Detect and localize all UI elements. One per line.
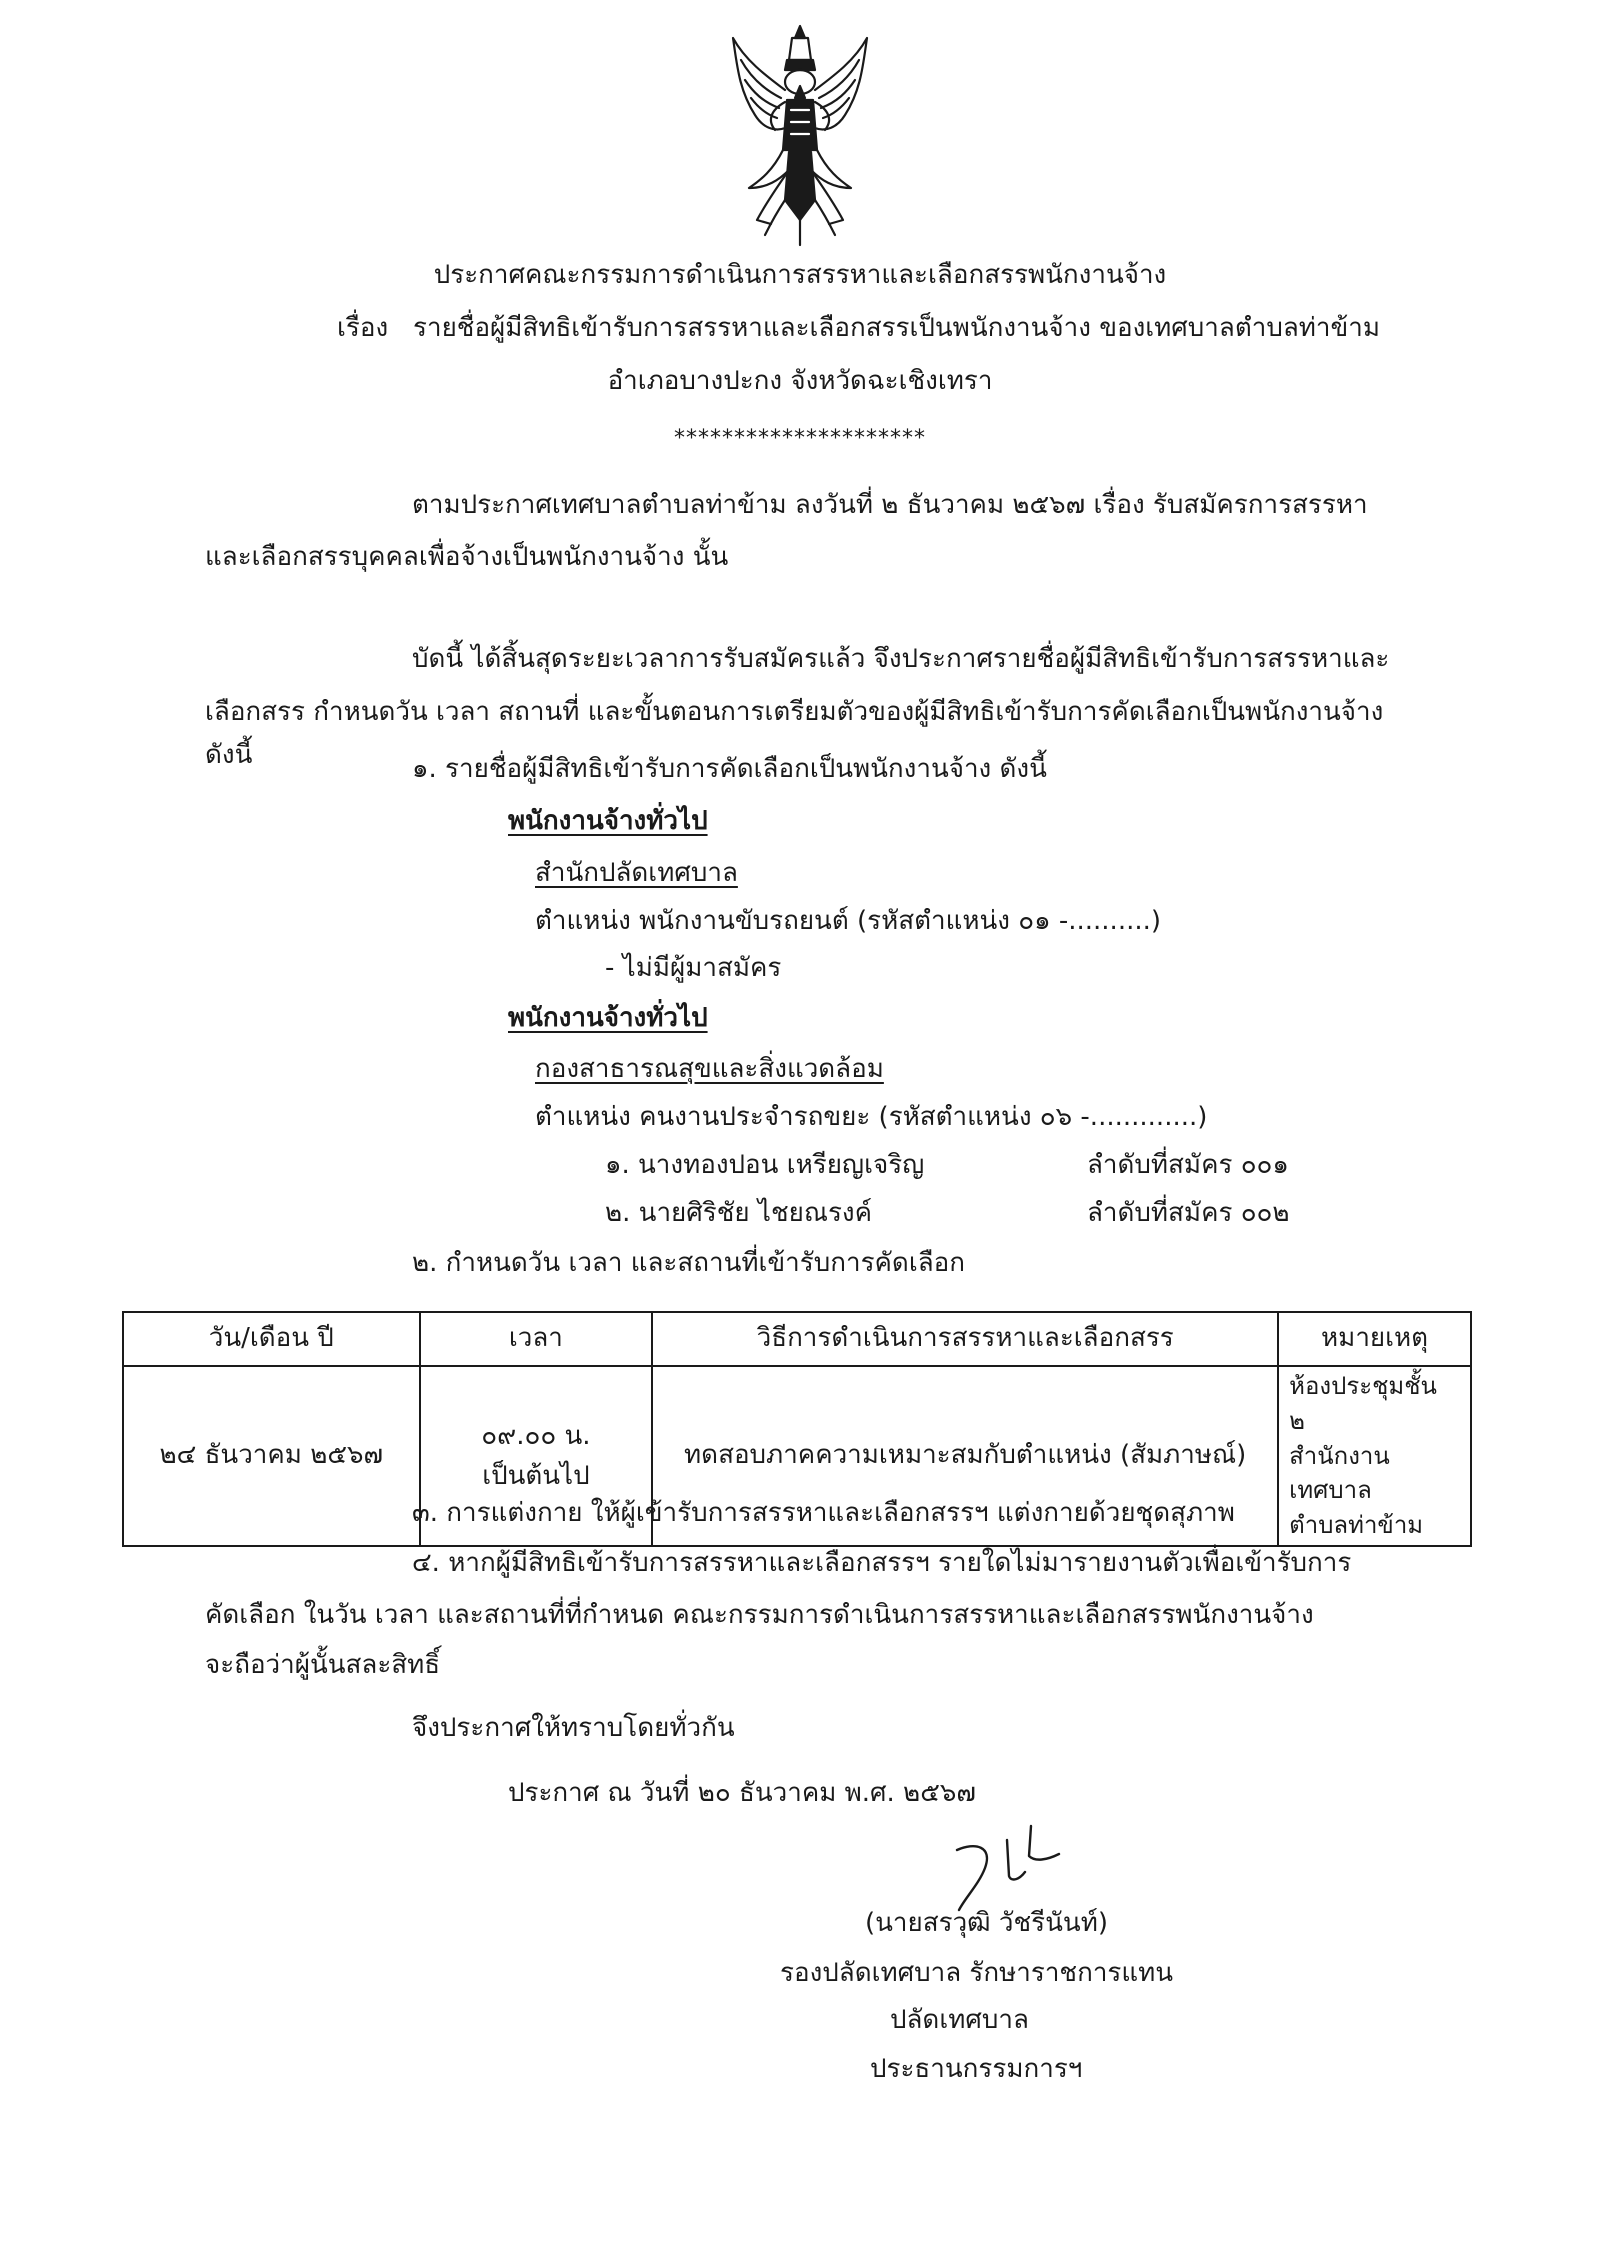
cell-time-line-2: เป็นต้นไป [482, 1460, 590, 1491]
group1-position: ตำแหน่ง พนักงานขับรถยนต์ (รหัสตำแหน่ง ๐๑ -..........) [535, 906, 1162, 936]
para2-line-2: เลือกสรร กำหนดวัน เวลา สถานที่ และขั้นตอนการเตรียมตัวของผู้มีสิทธิเข้ารับการคัดเลือกเป็นพนักงานจ้าง [205, 697, 1384, 727]
cell-remark-line-3: ตำบลท่าข้าม [1289, 1511, 1424, 1540]
separator-stars: ********************* [674, 426, 926, 451]
subject-line-1: รายชื่อผู้มีสิทธิเข้ารับการสรรหาและเลือกสรรเป็นพนักงานจ้าง ของเทศบาลตำบลท่าข้าม [413, 313, 1381, 343]
item1-heading: ๑. รายชื่อผู้มีสิทธิเข้ารับการคัดเลือกเป็นพนักงานจ้าง ดังนี้ [412, 754, 1047, 784]
cell-time-line-1: ๐๙.๐๐ น. [481, 1420, 591, 1451]
table-header-row [123, 1312, 1471, 1366]
header-method: วิธีการดำเนินการสรรหาและเลือกสรร [652, 1312, 1278, 1366]
applicant-name: ๒. นายศิริชัย ไชยณรงค์ [605, 1198, 873, 1228]
item3-text: ๓. การแต่งกาย ให้ผู้เข้ารับการสรรหาและเลือกสรรฯ แต่งกายด้วยชุดสุภาพ [412, 1498, 1235, 1528]
item4-line-3: จะถือว่าผู้นั้นสละสิทธิ์ [205, 1650, 441, 1680]
subject-line-2: อำเภอบางปะกง จังหวัดฉะเชิงเทรา [607, 366, 993, 396]
group2-division: กองสาธารณสุขและสิ่งแวดล้อม [535, 1054, 884, 1084]
signatory-role-1: รองปลัดเทศบาล รักษาราชการแทน [780, 1958, 1174, 1988]
handwritten-signature-icon [935, 1820, 1085, 1915]
cell-remark [1278, 1366, 1471, 1546]
header-date: วัน/เดือน ปี [123, 1312, 420, 1366]
announcement-title: ประกาศคณะกรรมการดำเนินการสรรหาและเลือกสรรพนักงานจ้าง [433, 260, 1167, 290]
garuda-emblem-icon [715, 20, 885, 250]
group2-position: ตำแหน่ง คนงานประจำรถขยะ (รหัสตำแหน่ง ๐๖ -.............) [535, 1102, 1208, 1132]
announcement-date: ประกาศ ณ วันที่ ๒๐ ธันวาคม พ.ศ. ๒๕๖๗ [508, 1778, 976, 1808]
signatory-role-2: ปลัดเทศบาล [890, 2005, 1029, 2035]
applicant-name: ๑. นางทองปอน เหรียญเจริญ [605, 1150, 925, 1180]
cell-remark-line-2: สำนักงานเทศบาล [1289, 1441, 1390, 1505]
signatory-name: (นายสรวุฒิ วัชรีนันท์) [865, 1908, 1108, 1938]
group1-type: พนักงานจ้างทั่วไป [508, 806, 708, 836]
item4-line-1: ๔. หากผู้มีสิทธิเข้ารับการสรรหาและเลือกสรรฯ รายใดไม่มารายงานตัวเพื่อเข้ารับการ [412, 1548, 1352, 1578]
cell-remark-line-1: ห้องประชุมชั้น ๒ [1289, 1372, 1437, 1435]
group1-division: สำนักปลัดเทศบาล [535, 858, 738, 888]
para1-line-1: ตามประกาศเทศบาลตำบลท่าข้าม ลงวันที่ ๒ ธันวาคม ๒๕๖๗ เรื่อง รับสมัครการสรรหา [412, 490, 1368, 520]
signatory-role-3: ประธานกรรมการฯ [870, 2054, 1083, 2084]
para1-line-2: และเลือกสรรบุคคลเพื่อจ้างเป็นพนักงานจ้าง นั้น [205, 542, 729, 572]
item4-line-2: คัดเลือก ในวัน เวลา และสถานที่ที่กำหนด คณะกรรมการดำเนินการสรรหาและเลือกสรรพนักงานจ้าง [205, 1600, 1314, 1630]
para2-line-1: บัดนี้ ได้สิ้นสุดระยะเวลาการรับสมัครแล้ว จึงประกาศรายชื่อผู้มีสิทธิเข้ารับการสรรหาและ [412, 644, 1390, 674]
closing-text: จึงประกาศให้ทราบโดยทั่วกัน [412, 1713, 735, 1743]
cell-date: ๒๔ ธันวาคม ๒๕๖๗ [123, 1366, 420, 1546]
header-remark: หมายเหตุ [1278, 1312, 1471, 1366]
group2-type: พนักงานจ้างทั่วไป [508, 1003, 708, 1033]
cell-method: ทดสอบภาคความเหมาะสมกับตำแหน่ง (สัมภาษณ์) [652, 1366, 1278, 1546]
item2-heading: ๒. กำหนดวัน เวลา และสถานที่เข้ารับการคัดเลือก [412, 1248, 965, 1278]
header-time: เวลา [420, 1312, 653, 1366]
applicant-order: ลำดับที่สมัคร ๐๐๒ [1087, 1198, 1290, 1228]
subject-label: เรื่อง [337, 313, 389, 343]
group1-note: - ไม่มีผู้มาสมัคร [605, 953, 782, 983]
applicant-order: ลำดับที่สมัคร ๐๐๑ [1087, 1150, 1289, 1180]
para2-line-3: ดังนี้ [205, 740, 253, 770]
